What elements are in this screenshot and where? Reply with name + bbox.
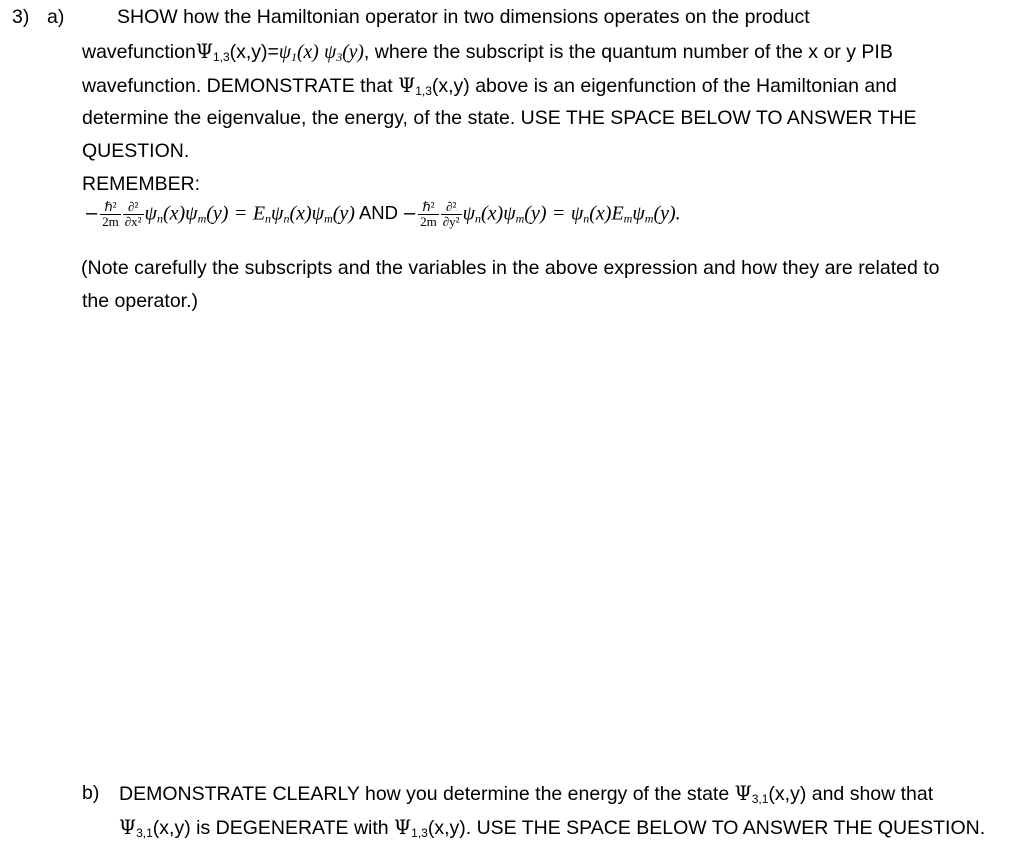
capital-psi-symbol: Ψ	[394, 816, 412, 839]
energy-e: E	[611, 202, 624, 225]
y-arg: (y)	[206, 202, 229, 225]
psi-subscript-1-3: 1,3	[411, 826, 428, 840]
x-argument: (x)	[297, 42, 319, 63]
small-psi-1-subscript: 1	[291, 50, 298, 64]
y-arg: (y)	[524, 202, 547, 225]
note-line-1: (Note carefully the subscripts and the variables in the above expression and how they are related to	[81, 257, 940, 279]
subscript-m: m	[324, 211, 333, 226]
equals-sign-1: =	[233, 202, 248, 225]
subscript-n: n	[583, 211, 590, 226]
psi-n: ψ	[271, 202, 284, 225]
subscript-m: m	[623, 211, 633, 226]
part-b-line-1-suffix: (x,y) and show that	[768, 783, 934, 805]
partial-squared: ∂²	[445, 199, 457, 214]
x-arg: (x)	[480, 202, 504, 225]
part-a-label: a)	[47, 6, 65, 28]
capital-psi-symbol: Ψ	[195, 40, 213, 63]
partial-y-fraction	[441, 200, 462, 228]
y-argument: (y)	[342, 42, 364, 63]
partial-y-squared: ∂y²	[442, 213, 460, 229]
part-a-line-4: determine the eigenvalue, the energy, of the state. USE THE SPACE BELOW TO ANSWER THE	[82, 107, 917, 129]
capital-psi-symbol: Ψ	[119, 816, 137, 839]
capital-psi-symbol: Ψ	[398, 74, 416, 97]
two-m: 2m	[102, 213, 119, 229]
small-psi-3-subscript: 3	[336, 50, 343, 64]
energy-e: E	[252, 202, 266, 225]
subscript-m: m	[197, 211, 207, 226]
psi-subscript-1-3: 1,3	[212, 50, 230, 64]
subscript-n: n	[283, 211, 290, 226]
part-b-label: b)	[82, 782, 100, 804]
psi-m: ψ	[632, 202, 645, 225]
subscript-m: m	[515, 211, 525, 226]
and-label: AND	[358, 202, 399, 224]
psi-m: ψ	[185, 202, 198, 225]
small-psi-3: ψ	[324, 42, 337, 63]
subscript-m: m	[644, 211, 654, 226]
minus-sign-2: −	[402, 203, 418, 225]
psi-subscript-3-1: 3,1	[751, 792, 769, 806]
partial-x-fraction	[123, 200, 144, 228]
psi-arguments: (x,y)=	[229, 41, 279, 63]
part-b-line-1	[119, 784, 933, 805]
hbar-over-2m-fraction-1	[100, 200, 121, 228]
part-b-line-2-suffix: (x,y). USE THE SPACE BELOW TO ANSWER THE QUESTION.	[427, 817, 986, 839]
hbar-squared: ℏ²	[422, 199, 435, 214]
subscript-n: n	[474, 211, 481, 226]
minus-sign-1: −	[84, 203, 100, 225]
partial-x-squared: ∂x²	[124, 213, 142, 229]
equals-sign-2: =	[551, 202, 566, 225]
y-arg: (y)	[653, 202, 676, 225]
part-a-line-3-prefix: wavefunction. DEMONSTRATE that	[82, 75, 399, 97]
hbar-squared: ℏ²	[104, 199, 117, 214]
part-a-line-5: QUESTION.	[82, 140, 190, 162]
wavefunction-word: wavefunction	[82, 41, 196, 63]
psi-m: ψ	[503, 202, 516, 225]
capital-psi-symbol: Ψ	[734, 782, 752, 805]
part-a-line-2-suffix: , where the subscript is the quantum number of the x or y PIB	[363, 41, 893, 63]
hbar-over-2m-fraction-2	[418, 200, 439, 228]
partial-squared: ∂²	[127, 199, 139, 214]
x-arg: (x)	[162, 202, 186, 225]
part-b-line-2-mid: (x,y) is DEGENERATE with	[152, 817, 395, 839]
y-arg: (y)	[332, 202, 355, 225]
part-a-line-3	[82, 76, 897, 97]
question-number: 3)	[12, 6, 30, 28]
psi-subscript-1-3: 1,3	[415, 84, 432, 98]
subscript-n: n	[156, 211, 163, 226]
note-line-2: the operator.)	[82, 290, 198, 312]
remember-heading: REMEMBER:	[82, 173, 201, 195]
x-arg: (x)	[589, 202, 612, 225]
x-arg: (x)	[289, 202, 312, 225]
part-a-line-2	[82, 42, 893, 63]
part-b-line-1-prefix: DEMONSTRATE CLEARLY how you determine the energy of the state	[119, 783, 735, 805]
psi-n: ψ	[462, 202, 475, 225]
part-b-line-2	[119, 818, 985, 839]
hamiltonian-equation	[84, 200, 681, 228]
part-a-line-3-suffix: (x,y) above is an eigenfunction of the Hamiltonian and	[431, 75, 897, 97]
part-a-line-1: SHOW how the Hamiltonian operator in two dimensions operates on the product	[117, 6, 810, 28]
psi-subscript-3-1: 3,1	[136, 826, 153, 840]
two-m: 2m	[420, 213, 437, 229]
subscript-n: n	[265, 211, 272, 226]
psi-n: ψ	[144, 202, 157, 225]
period: .	[675, 202, 681, 225]
small-psi-1: ψ	[278, 42, 292, 63]
psi-n: ψ	[570, 202, 584, 225]
psi-m: ψ	[311, 202, 325, 225]
